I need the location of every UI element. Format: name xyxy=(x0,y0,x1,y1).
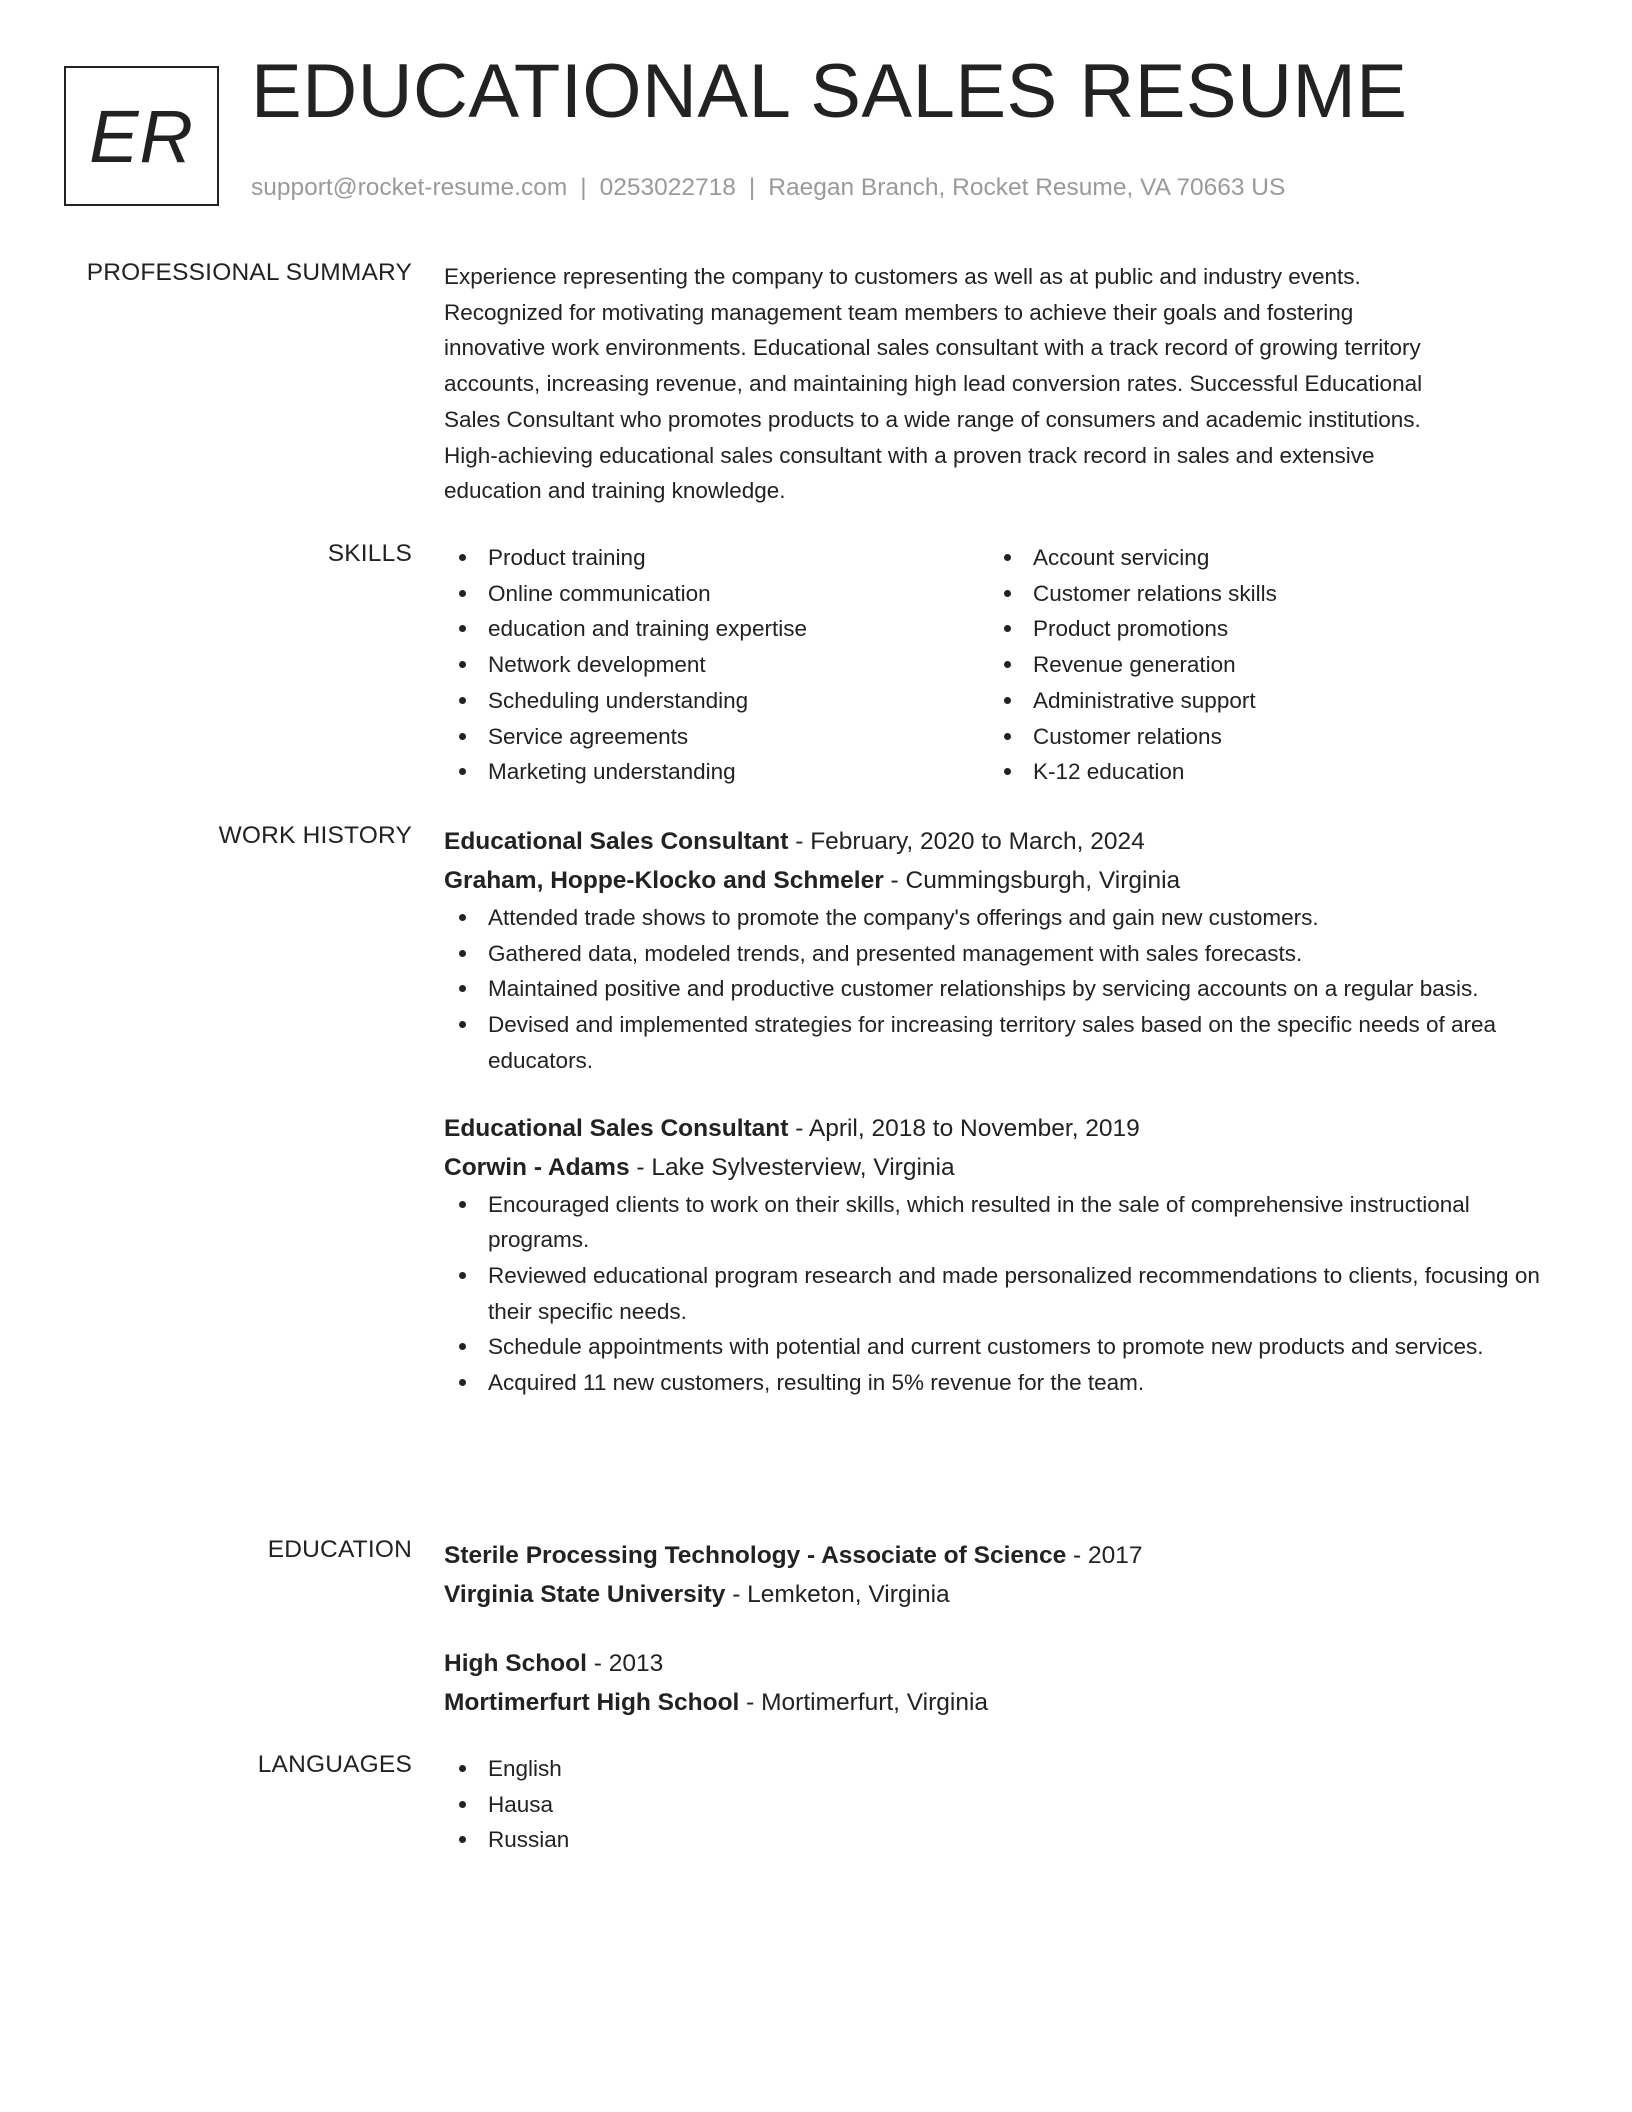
job-company-line xyxy=(444,861,1544,900)
summary-line: education and training knowledge. xyxy=(444,478,786,504)
skill-item: K-12 education xyxy=(989,754,1534,790)
skill-item: Revenue generation xyxy=(989,647,1534,683)
summary-line: Sales Consultant who promotes products to a wide range of consumers and academic institutions. xyxy=(444,406,1421,432)
skill-item: education and training expertise xyxy=(444,611,989,647)
job-bullets xyxy=(444,900,1544,1079)
skill-item: Marketing understanding xyxy=(444,754,989,790)
job-title: Educational Sales Consultant xyxy=(444,828,789,855)
resume-title: EDUCATIONAL SALES RESUME xyxy=(251,49,1408,134)
section-label-languages: LANGUAGES xyxy=(257,1751,412,1778)
skill-item: Product training xyxy=(444,540,989,576)
school-line xyxy=(444,1575,1544,1614)
summary-line: High-achieving educational sales consultant with a proven track record in sales and extensive xyxy=(444,442,1375,468)
skill-item: Administrative support xyxy=(989,683,1534,719)
summary-line: accounts, increasing revenue, and maintaining high lead conversion rates. Successful Educational xyxy=(444,371,1423,397)
monogram-initials: ER xyxy=(89,94,194,178)
job-company: Graham, Hoppe-Klocko and Schmeler xyxy=(444,867,884,894)
degree-year: - 2013 xyxy=(586,1650,664,1677)
language-item: English xyxy=(444,1751,1544,1787)
contact-separator: | xyxy=(580,174,587,201)
language-item: Russian xyxy=(444,1822,1544,1858)
summary-line: Recognized for motivating management team members to achieve their goals and fostering xyxy=(444,299,1354,325)
skill-item: Customer relations xyxy=(989,719,1534,755)
school: Virginia State University xyxy=(444,1581,726,1608)
job-dates: - April, 2018 to November, 2019 xyxy=(788,1114,1140,1142)
summary-body xyxy=(444,259,1544,509)
job-bullet: Attended trade shows to promote the company's offerings and gain new customers. xyxy=(444,900,1544,936)
degree-year: - 2017 xyxy=(1066,1542,1143,1569)
contact-address: Raegan Branch, Rocket Resume, VA 70663 US xyxy=(768,174,1286,201)
skills-list-left xyxy=(444,540,989,790)
work-body xyxy=(444,822,1544,1401)
skill-item: Service agreements xyxy=(444,719,989,755)
languages-body xyxy=(444,1751,1544,1858)
monogram-box xyxy=(64,66,219,206)
job-bullet: Schedule appointments with potential and current customers to promote new products and services. xyxy=(444,1329,1544,1365)
school-line xyxy=(444,1683,1544,1722)
skill-item: Account servicing xyxy=(989,540,1534,576)
section-label-summary: PROFESSIONAL SUMMARY xyxy=(86,259,412,286)
job-title-line xyxy=(444,1109,1544,1148)
education-entry xyxy=(444,1536,1544,1614)
school-location: - Mortimerfurt, Virginia xyxy=(739,1689,989,1716)
languages-list xyxy=(444,1751,1544,1858)
section-label-skills: SKILLS xyxy=(327,540,412,567)
education-body xyxy=(444,1536,1544,1722)
job-entry xyxy=(444,1109,1544,1401)
skill-item: Online communication xyxy=(444,576,989,612)
job-bullet: Acquired 11 new customers, resulting in 5% revenue for the team. xyxy=(444,1365,1544,1401)
job-bullet: Devised and implemented strategies for increasing territory sales based on the specific needs of area educators. xyxy=(444,1007,1544,1078)
job-company-line xyxy=(444,1148,1544,1187)
job-bullet: Maintained positive and productive customer relationships by servicing accounts on a regular basis. xyxy=(444,971,1544,1007)
job-dates: - February, 2020 to March, 2024 xyxy=(788,828,1145,855)
degree: Sterile Processing Technology - Associate of Science xyxy=(444,1542,1067,1569)
section-label-education: EDUCATION xyxy=(267,1536,412,1563)
school-location: - Lemketon, Virginia xyxy=(725,1581,950,1608)
degree: High School xyxy=(444,1650,587,1677)
job-bullet: Gathered data, modeled trends, and presented management with sales forecasts. xyxy=(444,936,1544,972)
summary-line: innovative work environments. Educational sales consultant with a track record of growing territory xyxy=(444,335,1421,361)
job-title-line xyxy=(444,822,1544,861)
summary-line: Experience representing the company to customers as well as at public and industry events. xyxy=(444,264,1361,289)
skill-item: Network development xyxy=(444,647,989,683)
contact-phone: 0253022718 xyxy=(599,174,736,201)
job-bullet: Encouraged clients to work on their skills, which resulted in the sale of comprehensive instructional programs. xyxy=(444,1187,1544,1258)
skills-list-right xyxy=(989,540,1534,790)
language-item: Hausa xyxy=(444,1787,1544,1823)
job-bullet: Reviewed educational program research and made personalized recommendations to clients, focusing on their specific needs. xyxy=(444,1258,1544,1329)
contact-line xyxy=(251,174,1285,202)
skill-item: Customer relations skills xyxy=(989,576,1534,612)
skill-item: Scheduling understanding xyxy=(444,683,989,719)
job-entry xyxy=(444,822,1544,1079)
school: Mortimerfurt High School xyxy=(444,1689,740,1716)
skills-body xyxy=(444,540,1544,790)
section-label-work: WORK HISTORY xyxy=(218,822,412,849)
contact-separator: | xyxy=(748,174,756,201)
job-location: - Lake Sylvesterview, Virginia xyxy=(629,1153,955,1181)
education-entry xyxy=(444,1644,1544,1722)
contact-email: support@rocket-resume.com xyxy=(251,174,568,201)
degree-line xyxy=(444,1644,1544,1683)
degree-line xyxy=(444,1536,1544,1575)
job-title: Educational Sales Consultant xyxy=(444,1114,789,1142)
skill-item: Product promotions xyxy=(989,611,1534,647)
job-location: - Cummingsburgh, Virginia xyxy=(883,867,1181,894)
job-company: Corwin - Adams xyxy=(444,1153,630,1181)
job-bullets xyxy=(444,1187,1544,1401)
